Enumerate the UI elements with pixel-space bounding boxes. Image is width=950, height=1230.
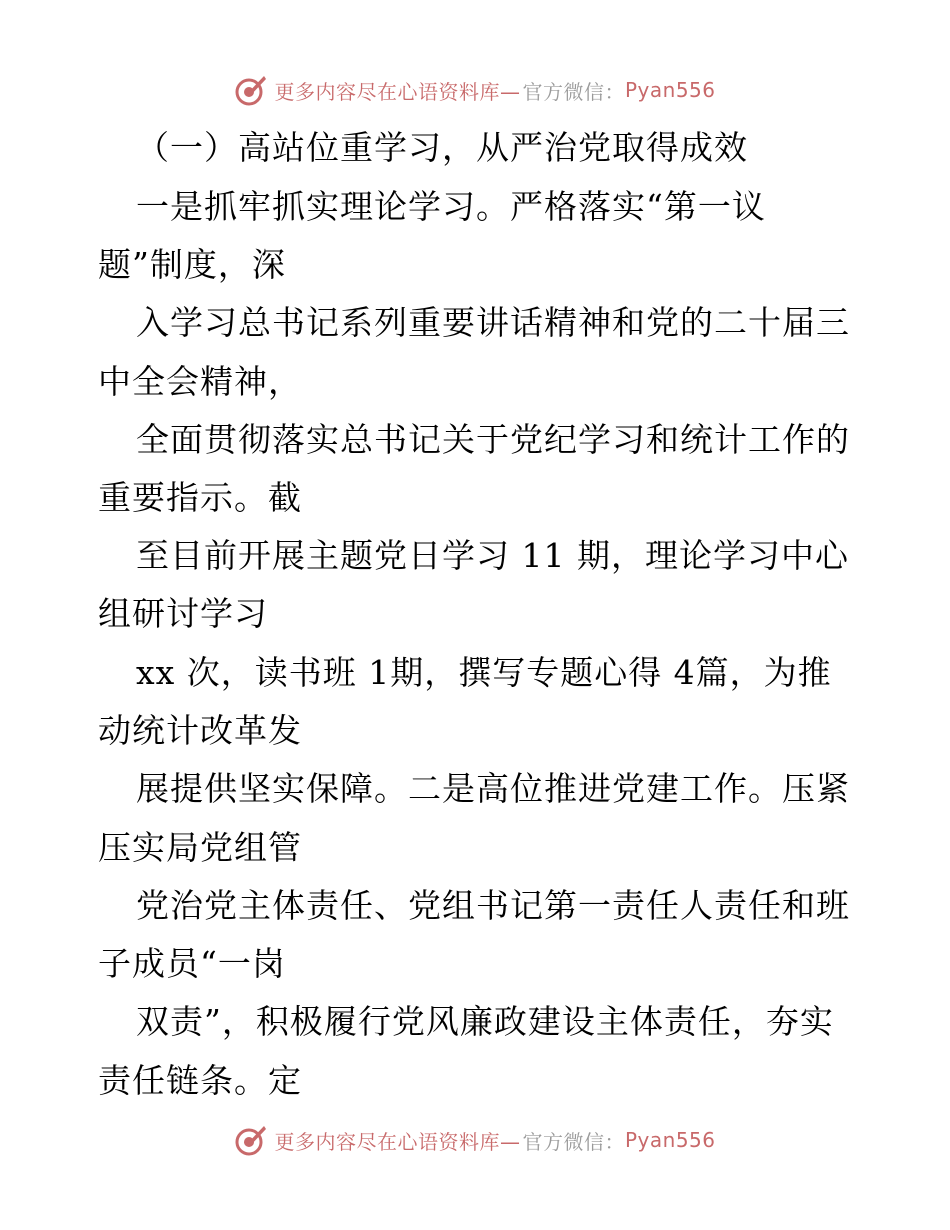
paragraph-line: 入学习总书记系列重要讲话精神和党的二十届三: [136, 303, 850, 342]
paragraph-line: 中全会精神，: [98, 362, 302, 401]
watermark-footer: [0, 1120, 950, 1160]
paragraph-line: 动统计改革发: [98, 711, 302, 750]
watermark-header: [0, 70, 950, 110]
quill-logo-icon: [234, 1123, 268, 1157]
watermark-text: 更多内容尽在心语资料库—: [274, 79, 521, 104]
paragraph-line: 一是抓牢抓实理论学习。严格落实“第一议: [136, 187, 766, 226]
paragraph-line: 党治党主体责任、党组书记第一责任人责任和班: [136, 886, 850, 925]
paragraph-line: 至目前开展主题党日学习 11 期，理论学习中心: [136, 536, 849, 575]
watermark-text: 更多内容尽在心语资料库—: [274, 1129, 521, 1154]
paragraph-line: 双责”，积极履行党风廉政建设主体责任，夯实: [136, 1002, 834, 1041]
paragraph-line: 重要指示。截: [98, 478, 302, 517]
paragraph-line: 展提供坚实保障。二是高位推进党建工作。压紧: [136, 769, 850, 808]
quill-logo-icon: [234, 73, 268, 107]
watermark-wechat-id: Pyan556: [624, 78, 716, 102]
paragraph-line: 全面贯彻落实总书记关于党纪学习和统计工作的: [136, 420, 850, 459]
section-heading: （一）高站位重学习，从严治党取得成效: [136, 128, 748, 167]
paragraph-line: 组研讨学习: [98, 594, 268, 633]
paragraph-line: 题”制度，深: [98, 245, 286, 284]
paragraph-line: 压实局党组管: [98, 828, 302, 867]
watermark-wechat-label: 官方微信：: [522, 1129, 625, 1154]
paragraph-line: 责任链条。定: [98, 1061, 302, 1100]
watermark-wechat-id: Pyan556: [624, 1128, 716, 1152]
paragraph-line: 子成员“一岗: [98, 944, 286, 983]
watermark-wechat-label: 官方微信：: [522, 79, 625, 104]
paragraph-line: xx 次，读书班 1期，撰写专题心得 4篇，为推: [136, 653, 832, 692]
